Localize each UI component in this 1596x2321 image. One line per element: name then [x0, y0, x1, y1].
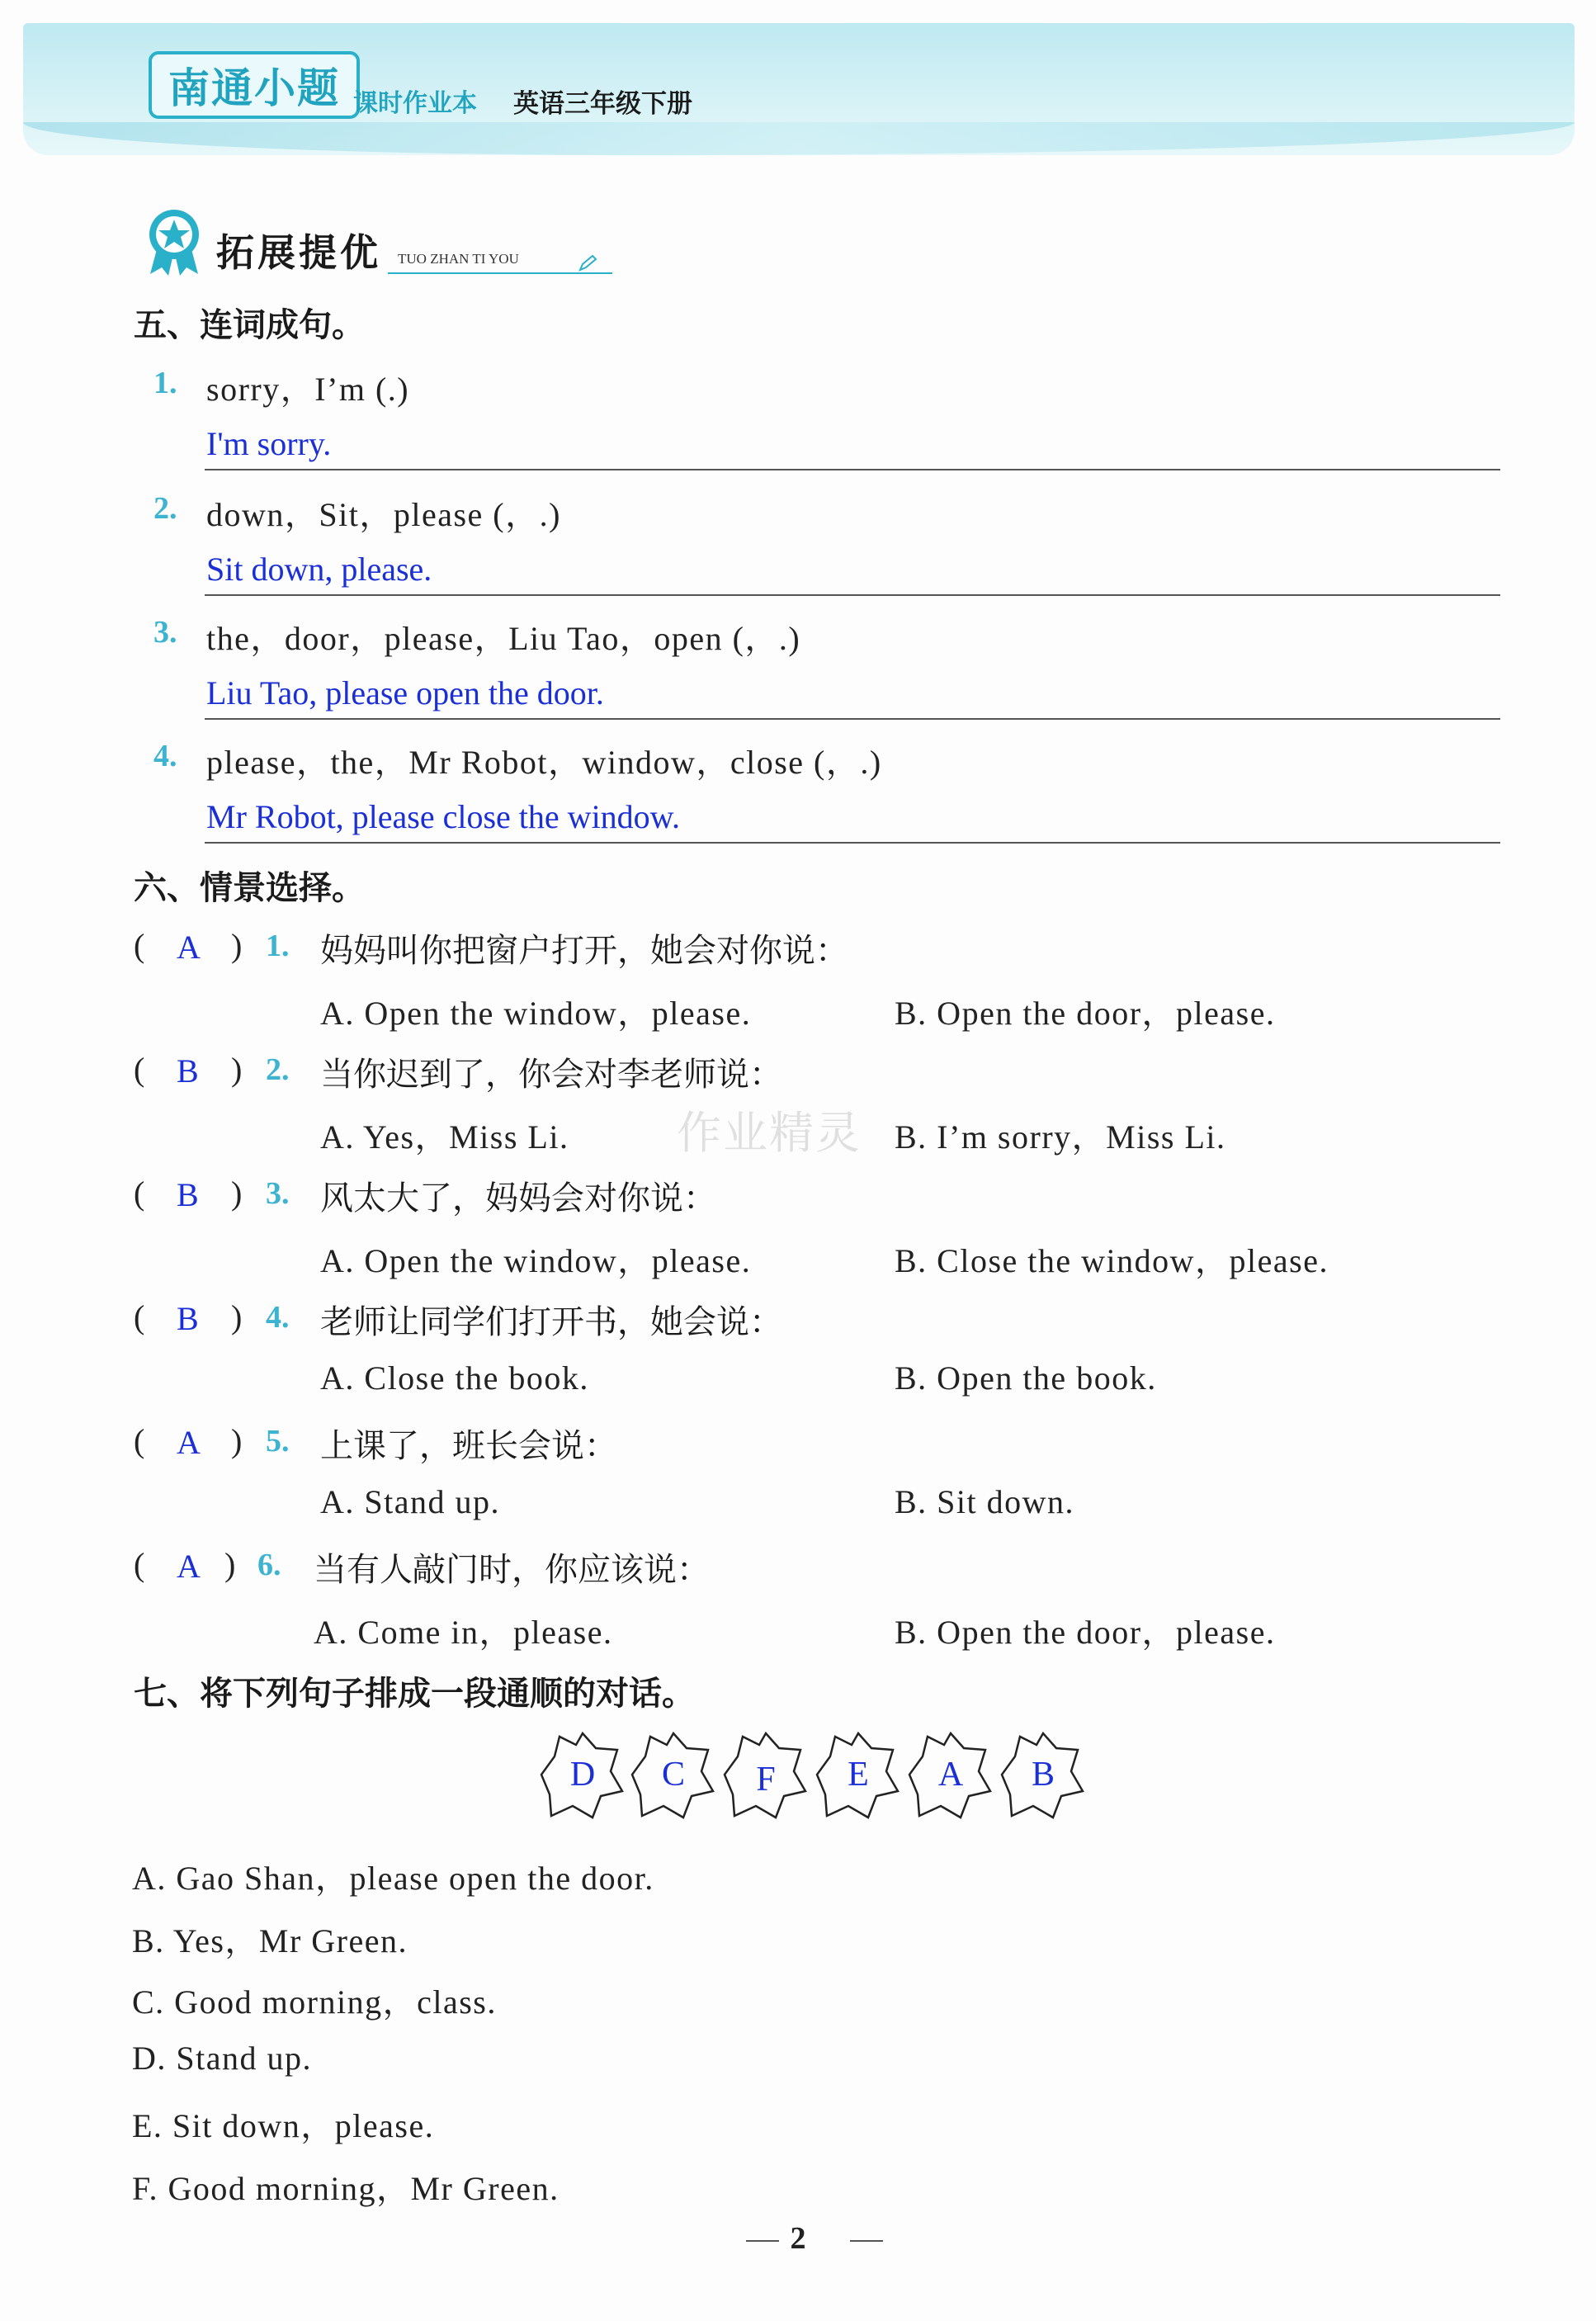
s6-q2-open-paren: (: [134, 1051, 145, 1088]
s6-q3-option-a: A. Open the window，please.: [320, 1242, 752, 1279]
s6-q4-option-a: A. Close the book.: [320, 1359, 589, 1397]
s5-q3-number: 3.: [153, 615, 177, 650]
s5-q2-number: 2.: [153, 491, 177, 526]
s5-q1-answer: I'm sorry.: [206, 425, 332, 462]
s5-q4-prompt: please，the，Mr Robot，window，close (，.): [206, 744, 882, 781]
s6-q3-question: 风太大了，妈妈会对你说：: [320, 1179, 716, 1217]
s6-q3-open-paren: (: [134, 1175, 145, 1212]
dialog-sentence-f: F. Good morning，Mr Green.: [132, 2170, 560, 2207]
book-title: 英语三年级下册: [513, 89, 692, 119]
header-wave: [23, 122, 1575, 155]
s6-q5-option-a: A. Stand up.: [320, 1483, 500, 1520]
series-name: 课时作业本: [353, 89, 477, 118]
s5-q4-number: 4.: [153, 739, 177, 773]
s5-q3-answer-line: [205, 718, 1500, 720]
s6-q1-option-a: A. Open the window，please.: [320, 995, 752, 1032]
s6-q5-answer: A: [177, 1424, 201, 1461]
s5-q2-answer: Sit down, please.: [206, 551, 432, 588]
s6-q1-close-paren: ): [231, 927, 243, 964]
s6-q4-open-paren: (: [134, 1298, 145, 1335]
watermark: 作业精灵: [677, 1107, 862, 1159]
s6-q2-answer: B: [177, 1052, 199, 1090]
section7-heading: 七、将下列句子排成一段通顺的对话。: [134, 1675, 695, 1713]
s6-q3-close-paren: ): [231, 1175, 243, 1212]
section6-heading: 六、情景选择。: [134, 869, 365, 907]
order-box-3-letter: F: [756, 1761, 776, 1799]
order-box-1-letter: D: [569, 1756, 596, 1794]
s5-q4-answer: Mr Robot, please close the window.: [206, 798, 680, 835]
section-banner-subtitle: TUO ZHAN TI YOU: [398, 251, 519, 267]
s6-q2-option-a: A. Yes，Miss Li.: [320, 1118, 569, 1156]
s6-q5-option-b: B. Sit down.: [895, 1483, 1075, 1520]
s6-q1-number: 1.: [266, 929, 290, 963]
s5-q1-number: 1.: [153, 366, 177, 400]
s6-q6-option-a: A. Come in，please.: [314, 1614, 613, 1651]
s6-q2-number: 2.: [266, 1052, 290, 1087]
order-box-5-letter: A: [937, 1756, 964, 1794]
s6-q6-open-paren: (: [134, 1546, 145, 1583]
section-banner-title: 拓展提优: [216, 230, 381, 275]
s6-q2-question: 当你迟到了，你会对李老师说：: [320, 1056, 782, 1094]
s6-q5-number: 5.: [266, 1424, 290, 1458]
logo-text: 南通小题: [168, 64, 340, 112]
s5-q3-answer: Liu Tao, please open the door.: [206, 674, 604, 711]
s6-q3-answer: B: [177, 1176, 199, 1213]
dialog-sentence-b: B. Yes，Mr Green.: [132, 1922, 408, 1959]
pen-icon: [578, 254, 599, 272]
order-box-6-letter: B: [1031, 1756, 1055, 1794]
s6-q2-option-b: B. I’m sorry，Miss Li.: [895, 1118, 1226, 1156]
s6-q6-number: 6.: [257, 1548, 281, 1582]
s5-q2-answer-line: [205, 594, 1500, 596]
s6-q6-close-paren: ): [224, 1546, 236, 1583]
s5-q1-answer-line: [205, 469, 1500, 470]
order-box-2-letter: C: [661, 1756, 685, 1794]
page-number-dash-right: [850, 2240, 883, 2242]
s5-q4-answer-line: [205, 842, 1500, 844]
section5-heading: 五、连词成句。: [134, 306, 365, 344]
banner-underline: [388, 272, 612, 274]
page-number: 2: [790, 2221, 806, 2256]
dialog-sentence-e: E. Sit down，please.: [132, 2107, 435, 2144]
s6-q6-question: 当有人敲门时，你应该说：: [314, 1551, 710, 1589]
s6-q4-question: 老师让同学们打开书，她会说：: [320, 1303, 782, 1341]
dialog-sentence-c: C. Good morning，class.: [132, 1983, 497, 2021]
series-logo: [149, 51, 360, 119]
s6-q4-option-b: B. Open the book.: [895, 1359, 1157, 1397]
s6-q5-open-paren: (: [134, 1422, 145, 1459]
s5-q1-prompt: sorry，I’m (.): [206, 371, 410, 408]
s6-q1-question: 妈妈叫你把窗户打开，她会对你说：: [320, 932, 848, 970]
s6-q1-answer: A: [177, 929, 201, 966]
dialog-sentence-d: D. Stand up.: [132, 2040, 312, 2077]
s6-q3-number: 3.: [266, 1176, 290, 1211]
s6-q6-option-b: B. Open the door，please.: [895, 1614, 1276, 1651]
s6-q4-answer: B: [177, 1300, 199, 1337]
s6-q2-close-paren: ): [231, 1051, 243, 1088]
s6-q5-close-paren: ): [231, 1422, 243, 1459]
s5-q3-prompt: the，door，please，Liu Tao，open (，.): [206, 620, 801, 657]
s6-q4-close-paren: ): [231, 1298, 243, 1335]
s6-q3-option-b: B. Close the window，please.: [895, 1242, 1329, 1279]
s6-q5-question: 上课了，班长会说：: [320, 1427, 617, 1465]
s6-q1-open-paren: (: [134, 927, 145, 964]
s6-q6-answer: A: [177, 1548, 201, 1585]
s6-q1-option-b: B. Open the door，please.: [895, 995, 1276, 1032]
s6-q4-number: 4.: [266, 1300, 290, 1335]
medal-star-icon: [142, 206, 206, 277]
dialog-sentence-a: A. Gao Shan，please open the door.: [132, 1860, 654, 1897]
s5-q2-prompt: down，Sit，please (，.): [206, 496, 561, 533]
order-box-4-letter: E: [848, 1756, 869, 1794]
